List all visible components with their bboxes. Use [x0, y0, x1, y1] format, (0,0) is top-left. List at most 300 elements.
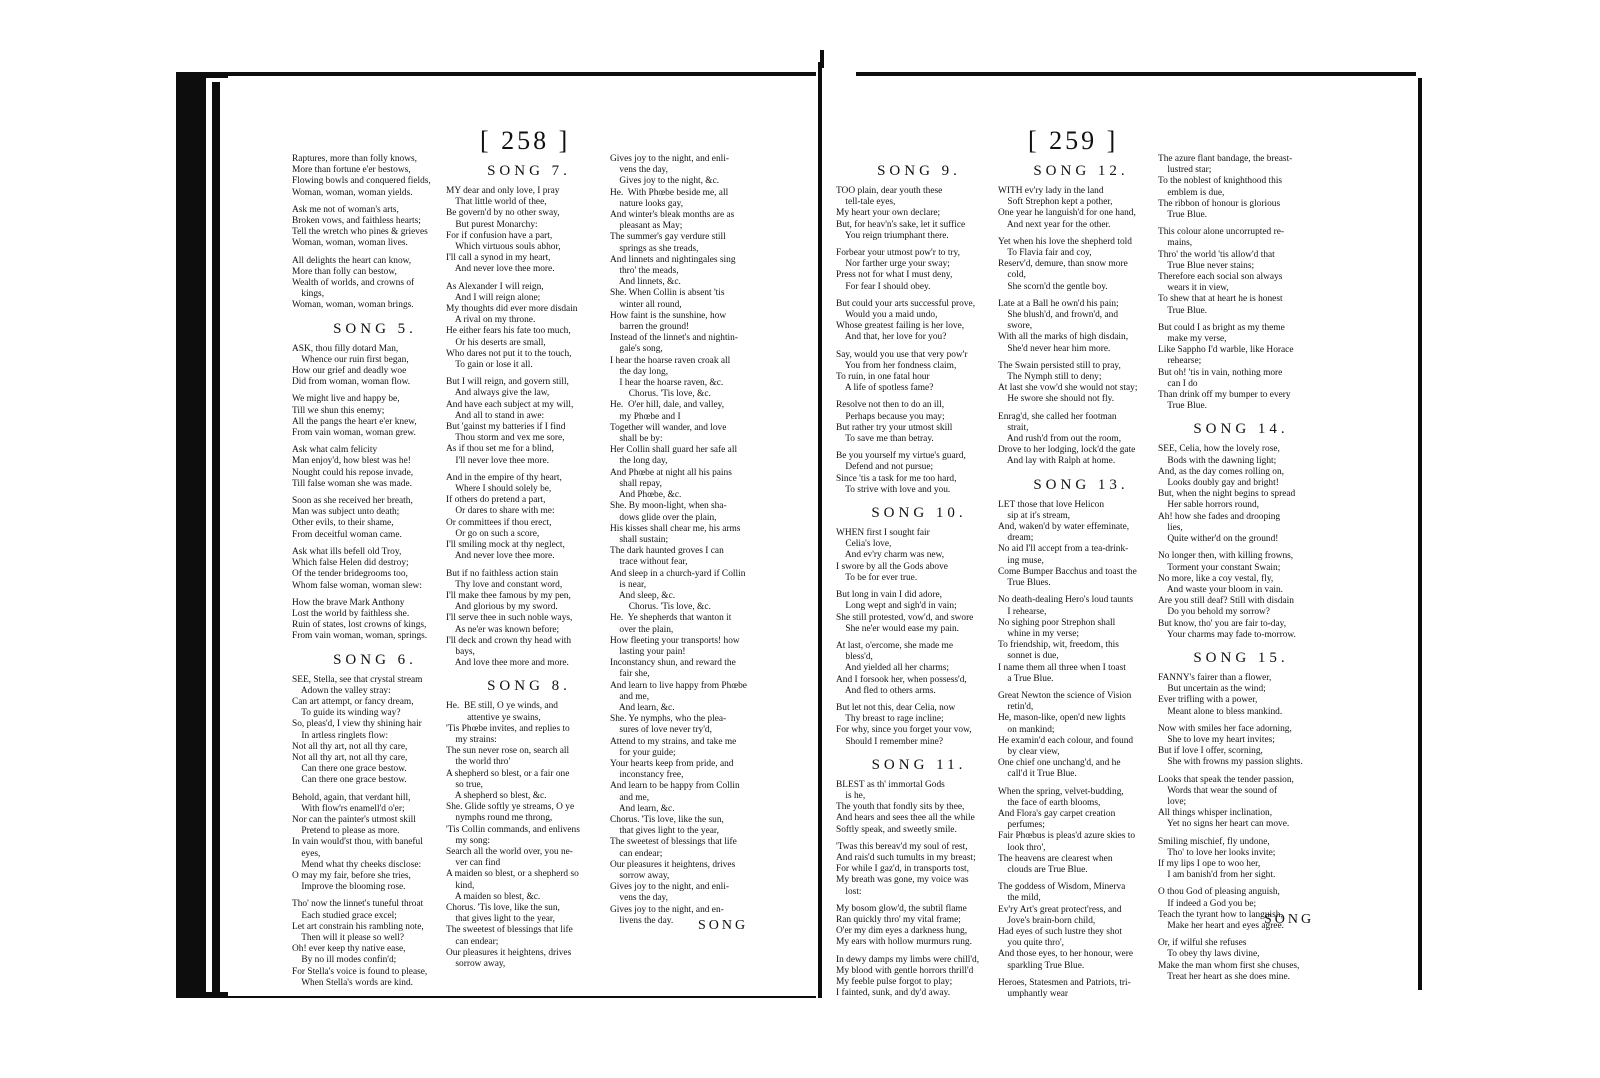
verse-line: umphantly wear [998, 989, 1069, 999]
verse-line: For Stella's voice is found to please, [292, 966, 428, 977]
verse-line: shall sustain; [610, 534, 669, 545]
verse-line: The Swain persisted still to pray, [998, 360, 1121, 371]
verse-line: No more, like a coy vestal, fly, [1158, 573, 1274, 584]
verse-line: Behold, again, that verdant hill, [292, 792, 411, 803]
verse-line: Where I should solely be, [446, 484, 552, 495]
verse-line: She ne'er would ease my pain. [836, 623, 960, 634]
verse-line: And sleep, &c. [610, 590, 676, 601]
verse-line: Do you behold my sorrow? [1158, 607, 1270, 618]
verse-line: I hear the hoarse raven, &c. [610, 378, 724, 389]
verse-line: Chorus. 'Tis love, &c. [610, 602, 711, 613]
verse-line: And never love thee more. [446, 551, 555, 562]
verse-line: Ah! how she fades and drooping [1158, 511, 1281, 522]
verse-line: To strive with love and you. [836, 484, 951, 495]
verse-line: She. Glide softly ye streams, O ye [446, 802, 575, 813]
verse-line: In artless ringlets flow: [292, 730, 389, 741]
verse-line: Looks that speak the tender passion, [1158, 774, 1294, 785]
verse-line: I'll serve thee in such noble ways, [446, 613, 573, 624]
song-heading: SONG 14. [1193, 421, 1289, 438]
verse-line: So, pleas'd, I view thy shining hair [292, 719, 422, 730]
verse-line: and me, [610, 792, 650, 803]
verse-line: Her Collin shall guard her safe all [610, 445, 738, 456]
verse-line: sip at it's stream, [998, 510, 1070, 521]
verse-line: To Flavia fair and coy, [998, 248, 1092, 259]
verse-line: To obey thy laws divine, [1158, 949, 1260, 960]
verse-line: Or his deserts are small, [446, 337, 546, 348]
verse-line: From deceitful woman came. [292, 529, 402, 540]
verse-line: Smiling mischief, fly undone, [1158, 836, 1270, 847]
verse-line: No aid I'll accept from a tea-drink- [998, 544, 1129, 555]
verse-line: and me, [610, 691, 650, 702]
verse-line: SEE, Celia, how the lovely rose, [1158, 444, 1280, 455]
verse-line: My blood with gentle horrors thrill'd [836, 965, 974, 976]
verse-line: strait, [998, 422, 1029, 433]
verse-line: Gives joy to the night, and enli- [610, 154, 729, 164]
verse-line: And all to stand in awe: [446, 410, 545, 421]
verse-line: And in the empire of thy heart, [446, 472, 562, 483]
verse-line: Great Newton the science of Vision [998, 690, 1132, 701]
verse-line: The heavens are clearest when [998, 853, 1113, 864]
verse-line: The sweetest of blessings that life [446, 925, 573, 936]
verse-line: My breath was gone, my voice was [836, 875, 969, 886]
song-heading: SONG 15. [1193, 649, 1289, 666]
verse-line: Ask me not of woman's arts, [292, 204, 399, 215]
verse-line: Adown the valley stray: [292, 685, 391, 696]
verse-line: A shepherd so blest, &c. [446, 790, 547, 801]
verse-line: Thy love and constant word, [446, 579, 563, 590]
verse-line: by clear view, [998, 746, 1060, 757]
verse-line: the face of earth blooms, [998, 797, 1101, 808]
verse-line: The summer's gay verdure still [610, 232, 726, 243]
verse-line: And those eyes, to her honour, were [998, 949, 1134, 960]
verse-line: Nor farther urge your sway; [836, 259, 950, 270]
verse-line: From vain woman, woman grew. [292, 428, 416, 439]
verse-line: And learn to be happy from Collin [610, 781, 740, 792]
verse-line: She. Ye nymphs, who the plea- [610, 714, 727, 725]
verse-line: vens the day, [610, 893, 668, 904]
verse-line: dream; [998, 533, 1034, 544]
verse-line: And rush'd from out the room, [998, 434, 1122, 445]
verse-line: sorrow away, [610, 871, 670, 881]
verse-line: the day long, [610, 366, 669, 377]
verse-line: my strains: [446, 734, 497, 745]
verse-line: Say, would you use that very pow'r [836, 349, 968, 360]
verse-line: He examin'd each colour, and found [998, 735, 1134, 746]
verse-line: Forbear your utmost pow'r to try, [836, 248, 960, 259]
verse-line: inconstancy free, [610, 770, 684, 781]
verse-line: I name them all three when I toast [998, 662, 1126, 673]
verse-line: Thro' the world 'tis allow'd that [1158, 249, 1275, 260]
verse-line: for your guide; [610, 747, 676, 758]
verse-line: His kisses shall chear me, his arms [610, 523, 741, 534]
verse-line: She. When Collin is absent 'tis [610, 288, 725, 299]
verse-line: Make her heart and eyes agree. [1158, 920, 1284, 931]
verse-line: Perhaps because you may; [836, 411, 945, 422]
verse-line: shall be by: [610, 434, 663, 445]
verse-line: Than drink off my bumper to every [1158, 390, 1291, 401]
verse-line: Broken vows, and faithless hearts; [292, 216, 421, 227]
column [446, 154, 612, 970]
verse-line: call'd it True Blue. [998, 769, 1077, 780]
verse-line: Attend to my strains, and take me [610, 736, 737, 747]
verse-line: ing muse, [998, 555, 1044, 566]
verse-line: Or committees if thou erect, [446, 517, 552, 528]
verse-line: 'Twas this bereav'd my soul of rest, [836, 841, 968, 852]
verse-line: Can there one grace bestow. [292, 775, 407, 786]
verse-line: I'll deck and crown thy head with [446, 635, 572, 646]
verse-line: And linnets, &c. [610, 277, 681, 288]
verse-line: When Stella's words are kind. [292, 977, 414, 988]
verse-line: If indeed a God you be; [1158, 898, 1257, 909]
verse-line: To guide its winding way? [292, 708, 401, 719]
verse-line: All delights the heart can know, [292, 255, 412, 266]
verse-line: Woman, woman, woman lives. [292, 238, 408, 249]
verse-line: Tell the wretch who pines & grieves [292, 227, 428, 238]
verse-line: Wealth of worlds, and crowns of [292, 278, 415, 289]
verse-line: 'Tis Collin commands, and enlivens [446, 824, 580, 835]
verse-line: LET those that love Helicon [998, 499, 1105, 510]
verse-line: Quite wither'd on the ground! [1158, 534, 1279, 545]
verse-line: As if thou set me for a blind, [446, 444, 554, 455]
verse-line: a True Blue. [998, 673, 1054, 684]
verse-line: A shepherd so blest, or a fair one [446, 768, 570, 779]
verse-line: He. O'er hill, dale, and valley, [610, 400, 725, 411]
verse-line: swore, [998, 321, 1033, 332]
verse-line: BLEST as th' immortal Gods [836, 779, 945, 790]
verse-line: And fled to others arms. [836, 685, 936, 696]
verse-line: Fair Phœbus is pleas'd azure skies to [998, 831, 1136, 842]
verse-line: And ev'ry charm was new, [836, 550, 945, 561]
verse-line: Meant alone to bless mankind. [1158, 706, 1283, 717]
verse-line: love; [1158, 796, 1187, 807]
verse-line: The ribbon of honour is glorious [1158, 198, 1281, 209]
verse-line: Looks doubly gay and bright! [1158, 478, 1279, 489]
verse-line: Since 'tis a task for me too hard, [836, 473, 957, 484]
verse-line: Gives joy to the night, and enli- [610, 882, 729, 893]
verse-line: And I forsook her, when possess'd, [836, 674, 967, 685]
verse-line: Which virtuous souls abhor, [446, 242, 561, 253]
column [292, 154, 458, 989]
song-heading: SONG 13. [1033, 476, 1129, 493]
verse-line: my song: [446, 835, 491, 846]
verse-line: To the noblest of knighthood this [1158, 176, 1283, 187]
verse-line: Ask what ills befell old Troy, [292, 546, 402, 557]
verse-line: kings, [292, 289, 325, 300]
verse-line: Lost the world by faithless she. [292, 608, 410, 619]
verse-line: Should I remember mine? [836, 736, 944, 747]
verse-line: 'Tis Phœbe invites, and replies to [446, 723, 570, 734]
verse-line: TOO plain, dear youth these [836, 186, 943, 196]
verse-line: A rival on my throne. [446, 315, 536, 326]
verse-line: I rehearse, [998, 606, 1047, 617]
verse-line: For why, since you forget your vow, [836, 725, 972, 736]
verse-line: I hear the hoarse raven croak all [610, 355, 731, 366]
verse-line: My ears with hollow murmurs rung. [836, 937, 972, 948]
catchword: SONG [698, 918, 749, 933]
verse-line: Ask what calm felicity [292, 445, 378, 456]
verse-line: And rais'd such tumults in my breast; [836, 852, 976, 863]
song-heading: SONG 10. [871, 505, 967, 522]
page-number: [ 259 ] [1028, 126, 1119, 155]
verse-line: Treat her heart as she does mine. [1158, 971, 1290, 982]
verse-line: is he, [836, 790, 866, 801]
verse-line: True Blues. [998, 578, 1051, 589]
verse-line: But rather try your utmost skill [836, 422, 953, 433]
verse-line: lustred star; [1158, 165, 1212, 176]
verse-line: Therefore each social son always [1158, 272, 1283, 283]
verse-line: And have each subject at my will, [446, 399, 574, 410]
verse-line: Can there one grace bestow. [292, 764, 407, 775]
verse-line: you quite thro', [998, 938, 1065, 949]
verse-line: Teach the tyrant how to languish, [1158, 909, 1283, 920]
verse-line: Your hearts keep from pride, and [610, 758, 734, 769]
verse-line: To gain or lose it all. [446, 360, 533, 371]
verse-line: She. By moon-light, when sha- [610, 501, 727, 512]
verse-line: I am banish'd from her sight. [1158, 870, 1276, 881]
verse-line: Yet when his love the shepherd told [998, 236, 1132, 247]
verse-line: The dark haunted groves I can [610, 546, 724, 557]
verse-line: My heart your own declare; [836, 208, 941, 219]
verse-line: Would you a maid undo, [836, 310, 938, 321]
verse-line: Not all thy art, not all thy care, [292, 741, 408, 752]
verse-line: True Blue. [1158, 401, 1207, 412]
verse-line: Who dares not put it to the touch, [446, 348, 572, 359]
verse-line: sures of love never try'd, [610, 725, 712, 736]
verse-line: No death-dealing Hero's loud taunts [998, 595, 1133, 606]
verse-line: The azure flant bandage, the breast- [1158, 154, 1293, 164]
verse-line: Words that wear the sound of [1158, 785, 1278, 796]
verse-line: To be for ever true. [836, 572, 918, 583]
verse-line: nymphs round me throng, [446, 813, 553, 824]
verse-line: over the plain, [610, 624, 674, 635]
verse-line: rehearse; [1158, 356, 1202, 367]
verse-line: But 'gainst my batteries if I find [446, 422, 566, 433]
verse-line: Late at a Ball he own'd his pain; [998, 298, 1119, 309]
verse-line: Chorus. 'Tis love, &c. [610, 389, 711, 400]
verse-line: Yet no signs her heart can move. [1158, 819, 1290, 830]
verse-line: fair she, [610, 669, 650, 680]
verse-line: More than folly can bestow, [292, 266, 397, 277]
verse-line: O thou God of pleasing anguish, [1158, 887, 1280, 898]
verse-line: can endear; [610, 848, 663, 859]
verse-line: Mend what thy cheeks disclose: [292, 859, 422, 870]
verse-line: so true, [446, 779, 483, 790]
verse-line: tell-tale eyes, [836, 197, 896, 208]
verse-line: For while I gaz'd, in transports tost, [836, 864, 969, 875]
verse-line: attentive ye swains, [446, 712, 541, 723]
verse-line: WHEN first I sought fair [836, 528, 930, 539]
verse-line: Reserv'd, demure, than snow more [998, 259, 1128, 270]
verse-line: Did from woman, woman flow. [292, 377, 411, 388]
verse-line: cold, [998, 270, 1026, 281]
verse-line: Woman, woman, woman yields. [292, 187, 413, 198]
verse-line: True Blue. [1158, 210, 1207, 221]
verse-line: Can art attempt, or fancy dream, [292, 696, 414, 707]
verse-line: He. Ye shepherds that wanton it [610, 613, 732, 624]
verse-line: She blush'd, and frown'd, and [998, 310, 1119, 321]
verse-line: Jove's brain-born child, [998, 915, 1096, 926]
verse-line: Be govern'd by no other sway, [446, 208, 560, 219]
verse-line: Nought could his repose invade, [292, 467, 414, 478]
verse-line: lies, [1158, 522, 1183, 533]
verse-line: barren the ground! [610, 322, 690, 333]
verse-line: wears it in view, [1158, 283, 1229, 294]
verse-line: can endear; [446, 936, 499, 947]
verse-line: He swore she should not fly. [998, 394, 1115, 405]
verse-line: Ev'ry Art's great protect'ress, and [998, 904, 1122, 915]
verse-line: The goddess of Wisdom, Minerva [998, 882, 1126, 893]
verse-line: She still protested, vow'd, and swore [836, 612, 974, 623]
verse-line: Our pleasures it heightens, drives [610, 859, 736, 870]
verse-line: Let art constrain his rambling note, [292, 921, 424, 932]
verse-line: Man was subject unto death; [292, 507, 400, 518]
verse-line: Are you still deaf? Still with disdain [1158, 596, 1294, 607]
verse-line: And Phœbe at night all his pains [610, 467, 732, 478]
verse-line: This colour alone uncorrupted re- [1158, 227, 1284, 238]
verse-line: winter all round, [610, 299, 682, 310]
verse-line: In vain would'st thou, with baneful [292, 837, 423, 848]
verse-line: No sighing poor Strephon shall [998, 617, 1116, 628]
song-heading: SONG 7. [487, 163, 571, 179]
verse-line: The sweetest of blessings that life [610, 837, 737, 848]
verse-line: How fleeting your transports! how [610, 635, 740, 646]
verse-line: I swore by all the Gods above [836, 561, 948, 572]
verse-line: And linnets and nightingales sing [610, 254, 736, 265]
verse-line: springs as she treads, [610, 243, 699, 254]
verse-line: O may my fair, before she tries, [292, 870, 411, 881]
song-heading: SONG 6. [333, 651, 417, 668]
verse-line: By no ill modes confin'd; [292, 955, 397, 966]
verse-line: lost: [836, 886, 862, 897]
verse-line: A life of spotless fame? [836, 383, 934, 394]
verse-line: O'er my dim eyes a darkness hung, [836, 926, 968, 937]
verse-line: For fear I should obey. [836, 281, 931, 292]
verse-line: Gives joy to the night, &c. [610, 176, 720, 187]
verse-line: More than fortune e'er bestows, [292, 165, 411, 176]
verse-line: One chief one unchang'd, and he [998, 758, 1121, 769]
verse-line: But, when the night begins to spread [1158, 489, 1296, 500]
verse-line: eyes, [292, 848, 321, 859]
verse-line: And always give the law, [446, 388, 550, 399]
song-heading: SONG 12. [1033, 163, 1129, 179]
verse-line: sparkling True Blue. [998, 960, 1085, 971]
verse-line: Whom false woman, woman slew: [292, 580, 422, 591]
verse-line: He either fears his fate too much, [446, 326, 571, 337]
verse-line: Oh! ever keep thy native ease, [292, 944, 406, 955]
verse-line: He. With Phœbe beside me, all [610, 187, 729, 198]
verse-line: I'll smiling mock at thy neglect, [446, 540, 565, 551]
verse-line: Instead of the linnet's and nightin- [610, 333, 738, 344]
verse-line: Had eyes of such lustre they shot [998, 926, 1122, 937]
verse-line: Together will wander, and love [610, 422, 727, 433]
verse-line: Of the tender bridegrooms too, [292, 569, 408, 580]
verse-line: SEE, Stella, see that crystal stream [292, 674, 423, 685]
catchword: SONG [1264, 912, 1315, 927]
verse-line: Resolve not then to do an ill, [836, 400, 945, 411]
verse-line: mains, [1158, 238, 1193, 249]
verse-line: Ran quickly thro' my vital frame; [836, 914, 961, 925]
verse-line: And learn, &c. [610, 702, 675, 713]
verse-line: MY dear and only love, I pray [446, 186, 560, 196]
verse-line: You from her fondness claim, [836, 360, 957, 371]
verse-line: Search all the world over, you ne- [446, 846, 573, 857]
verse-line: My feeble pulse forgot to play; [836, 976, 953, 987]
verse-line: that gives light to the year, [446, 914, 555, 925]
verse-line: Long wept and sigh'd in vain; [836, 601, 957, 612]
verse-line: livens the day. [610, 915, 674, 926]
verse-line: Like Sappho I'd warble, like Horace [1158, 345, 1294, 356]
verse-line: And, waken'd by water effeminate, [998, 522, 1130, 533]
song-heading: SONG 5. [333, 320, 417, 337]
verse-line: He. BE still, O ye winds, and [446, 701, 558, 712]
verse-line: But, for heav'n's sake, let it suffice [836, 219, 966, 230]
verse-line: perfumes; [998, 820, 1045, 831]
verse-line: As ne'er was known before; [446, 624, 560, 635]
verse-line: WITH ev'ry lady in the land [998, 186, 1104, 196]
verse-line: But purest Monarchy: [446, 219, 538, 230]
left-outer-edge [176, 78, 206, 998]
verse-line: But if love I offer, scorning, [1158, 746, 1263, 757]
verse-line: To save me than betray. [836, 434, 934, 445]
verse-line: And that, her love for you? [836, 332, 947, 343]
verse-line: She with frowns my passion slights. [1158, 757, 1303, 768]
verse-line: Inconstancy shun, and reward the [610, 658, 736, 669]
verse-line: retin'd, [998, 702, 1034, 713]
verse-line: Thou storm and vex me sore, [446, 433, 565, 444]
verse-line: Soon as she received her breath, [292, 496, 413, 507]
verse-line: Man enjoy'd, how blest was he! [292, 456, 411, 467]
verse-line: Heroes, Statesmen and Patriots, tri- [998, 977, 1131, 988]
verse-line: But I will reign, and govern still, [446, 377, 569, 388]
gutter-tick [820, 50, 824, 68]
verse-line: FANNY's fairer than a flower, [1158, 672, 1272, 683]
verse-line: And sleep in a church-yard if Collin [610, 568, 746, 579]
verse-line: All things whisper inclination, [1158, 808, 1273, 819]
verse-line: With all the marks of high disdain, [998, 332, 1129, 343]
song-heading: SONG 11. [871, 756, 967, 773]
verse-line: Other evils, to their shame, [292, 518, 394, 529]
column [998, 154, 1164, 1000]
verse-line: I fainted, sunk, and dy'd away. [836, 988, 951, 999]
verse-line: Or, if wilful she refuses [1158, 938, 1247, 949]
verse-line: He, mason-like, open'd new lights [998, 713, 1126, 724]
verse-line: And lay with Ralph at home. [998, 456, 1116, 467]
verse-line: If others do pretend a part, [446, 495, 546, 506]
verse-line: Gives joy to the night, and en- [610, 904, 724, 915]
verse-line: For if confusion have a part, [446, 230, 553, 241]
verse-line: Your charms may fade to-morrow. [1158, 629, 1296, 640]
verse-line: A maiden so blest, &c. [446, 891, 541, 902]
verse-line: And never love thee more. [446, 264, 555, 275]
verse-line: vens the day, [610, 165, 668, 176]
verse-line: clouds are True Blue. [998, 864, 1088, 875]
verse-line: whine in my verse; [998, 628, 1079, 639]
verse-line: If my lips I ope to woo her, [1158, 858, 1261, 869]
verse-line: And winter's bleak months are as [610, 210, 735, 221]
verse-line: Raptures, more than folly knows, [292, 154, 417, 164]
verse-line: Our pleasures it heightens, drives [446, 947, 572, 958]
verse-line: And Phœbe, &c. [610, 490, 682, 501]
verse-line: on mankind; [998, 724, 1055, 735]
column [836, 154, 1002, 999]
verse-line: But know, tho' you are fair to-day, [1158, 618, 1287, 629]
verse-line: Come Bumper Bacchus and toast the [998, 566, 1137, 577]
verse-line: make my verse, [1158, 334, 1227, 345]
verse-line: True Blue. [1158, 305, 1207, 316]
verse-line: Drove to her lodging, lock'd the gate [998, 445, 1136, 456]
verse-line: And Flora's gay carpet creation [998, 808, 1116, 819]
verse-line: But let not this, dear Celia, now [836, 702, 956, 713]
